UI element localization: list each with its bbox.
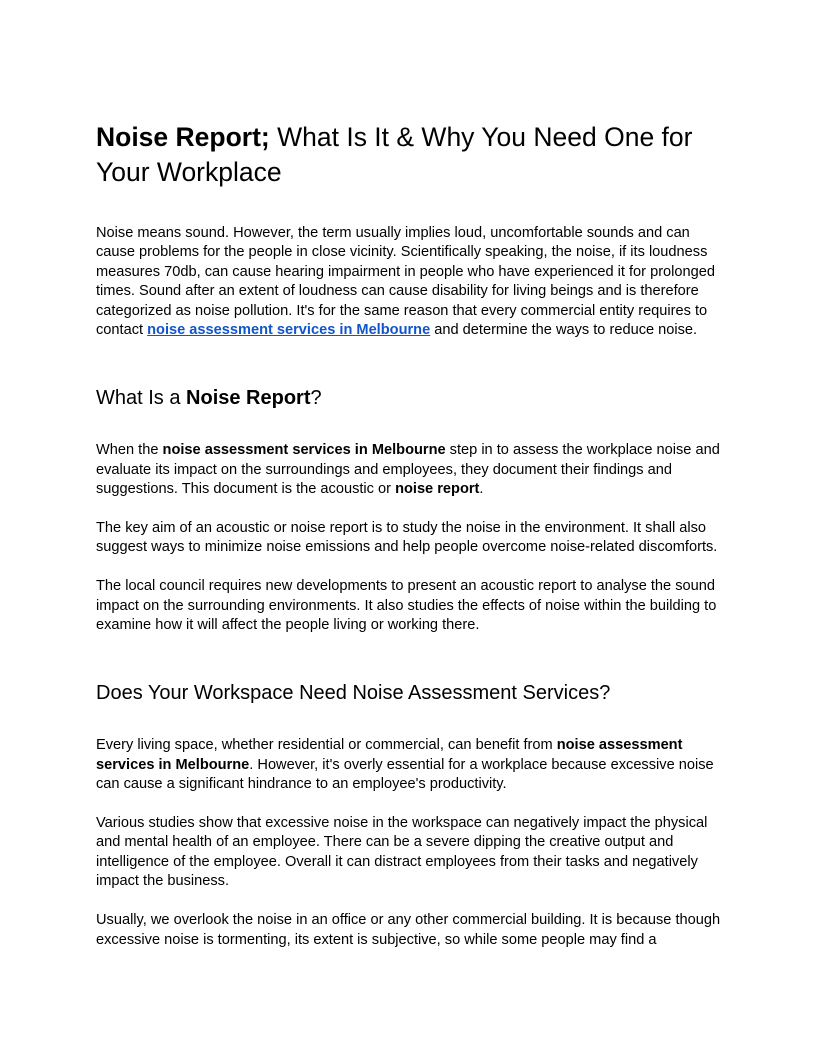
s2p1-text-c: . However, it's overly essential for a workplace because excessive noise can cause a significant hindrance to an employee's productivity. [96, 756, 714, 793]
section1-paragraph-3: The local council requires new developments to present an acoustic report to analyse the sound impact on the surrounding environments. It also studies the effects of noise within the building to examine how it will affect the people living or working there. [96, 578, 717, 634]
section2-heading: Does Your Workspace Need Noise Assessment Services? [96, 682, 611, 705]
intro-text-after: and determine the ways to reduce noise. [430, 322, 698, 339]
section2-paragraph-3: Usually, we overlook the noise in an office or any other commercial building. It is because though excessive noise is tormenting, its extent is subjective, so while some people may find a [96, 912, 721, 948]
intro-paragraph [96, 224, 726, 340]
section2-paragraph-1 [96, 736, 726, 794]
s1p1-bold-report: noise report [395, 481, 480, 498]
section2-paragraph-2: Various studies show that excessive noise in the workspace can negatively impact the physical and mental health of an employee. There can be a severe dipping the creative output and intelligence of the employee. Overall it can distract employees from their tasks and negatively impact the business. [96, 815, 708, 890]
section1-paragraph-1 [96, 441, 726, 499]
noise-assessment-link[interactable]: noise assessment services in Melbourne [147, 322, 431, 339]
section1-paragraph-2: The key aim of an acoustic or noise report is to study the noise in the environment. It shall also suggest ways to minimize noise emissions and help people overcome noise-related discomforts. [96, 520, 718, 556]
s1p1-text-a: When the [96, 442, 163, 459]
title-rest: What Is It & Why You Need One for Your Workplace [96, 122, 693, 187]
intro-text-before: Noise means sound. However, the term usually implies loud, uncomfortable sounds and can cause problems for the people in close vicinity. Scientifically speaking, the noise, if its loudness measures 70db, can cause hearing impairment in people who have experienced it for prolonged times. Sound after an extent of loudness can cause disability for living beings and is therefore categorized as noise pollution. It's for the same reason that every commercial entity requires to contact [96, 225, 715, 339]
s1p1-bold-services: noise assessment services in Melbourne [162, 442, 446, 459]
s2p1-text-a: Every living space, whether residential or commercial, can benefit from [96, 737, 557, 754]
s1p1-text-e: . [479, 481, 484, 498]
document-page [96, 120, 726, 950]
s1p1-text-c: step in to assess the workplace noise and evaluate its impact on the surroundings and employees, they document their findings and suggestions. This document is the acoustic or [96, 442, 720, 498]
document-title [96, 120, 726, 190]
s2p1-bold-services: noise assessment services in Melbourne [96, 737, 683, 773]
section1-heading-bold: Noise Report [186, 387, 311, 410]
section1-heading-pre: What Is a [96, 387, 187, 410]
section1-heading [96, 385, 726, 411]
section1-heading-post: ? [310, 387, 322, 410]
title-bold: Noise Report; [96, 122, 270, 152]
